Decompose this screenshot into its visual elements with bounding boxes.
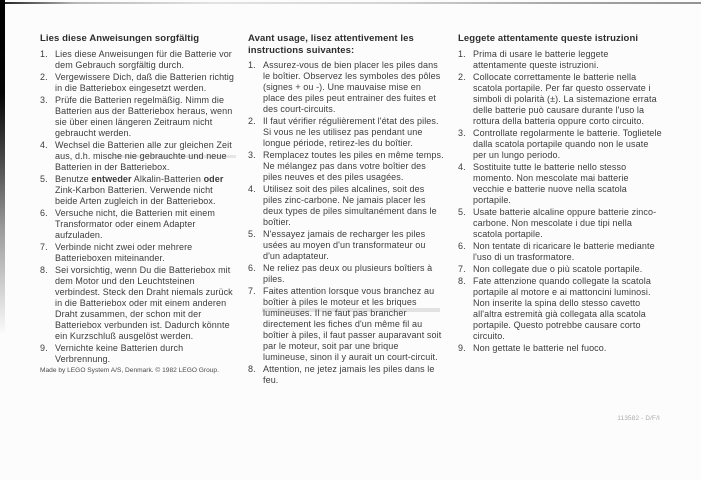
instruction-item — [248, 263, 444, 285]
instruction-item — [458, 49, 662, 71]
item-number: 1. — [248, 60, 256, 70]
item-number: 3. — [40, 94, 48, 105]
item-text: Usate batterie alcaline oppure batterie zinco-carbone. Non mescolate i due tipi nella scatola portapile. — [473, 206, 657, 239]
item-number: 2. — [40, 71, 48, 82]
column-heading-italian: Leggete attentamente queste istruzioni — [458, 33, 639, 44]
instruction-item — [248, 116, 444, 149]
item-text: Versuche nicht, die Batterien mit einem Transformator oder einem Adapter aufzuladen. — [55, 207, 215, 240]
instruction-list-french — [248, 60, 444, 386]
instruction-item — [40, 265, 237, 342]
item-text: Faites attention lorsque vous branchez au boîtier à piles le moteur et les briques lumineuses. Il ne faut pas brancher directement les fiches d'un même fil au boîtier à piles, il faut passer auparavant soit par le moteur, soit par une brique lumineuse, sinon il y aurait un court-circuit. — [263, 286, 442, 362]
item-text: Collocate correttamente le batterie nella scatola portapile. Per far questo osservate i simboli di polarità (±). La sistemazione errata delle batterie può causare durante l'uso la rottura della batteria oppure corto circuito. — [473, 71, 657, 126]
scan-edge-left — [0, 0, 5, 335]
item-text: Sei vorsichtig, wenn Du die Batteriebox mit dem Motor und den Leuchtsteinen verbindest. Steck den Draht niemals zurück in die Batteriebox oder mit einem anderen Draht zusammen, der schon mit der Batteriebox verbunden ist. Dadurch könnte ein Kurzschluß ausgelöst werden. — [55, 264, 233, 341]
item-text: Vergewissere Dich, daß die Batterien richtig in die Batteriebox eingesetzt werden. — [55, 71, 234, 93]
item-number: 1. — [458, 48, 466, 59]
item-number: 8. — [40, 264, 48, 275]
item-text: Prima di usare le batterie leggete attentamente queste istruzioni. — [473, 48, 609, 70]
item-number: 8. — [248, 364, 256, 374]
item-number: 9. — [458, 342, 466, 353]
instruction-item — [458, 72, 662, 127]
item-text: Lies diese Anweisungen für die Batterie vor dem Gebrauch sorgfältig durch. — [55, 48, 232, 70]
column-heading-german: Lies diese Anweisungen sorgfältig — [40, 33, 200, 44]
instruction-item — [248, 364, 444, 386]
instruction-item — [458, 264, 662, 275]
item-text: Non tentate di ricaricare le batterie mediante l'uso di un trasformatore. — [473, 240, 655, 262]
item-number: 4. — [458, 161, 466, 172]
column-german — [40, 33, 237, 375]
made-by-line: Made by LEGO System A/S, Denmark. © 1982 LEGO Group. — [40, 366, 219, 374]
item-number: 7. — [248, 286, 256, 296]
instruction-item — [40, 174, 237, 207]
instruction-item — [248, 184, 444, 228]
instruction-list-german — [40, 49, 237, 365]
item-text: Non collegate due o più scatole portapile. — [473, 263, 643, 274]
item-text: Non gettate le batterie nel fuoco. — [473, 342, 607, 353]
instruction-item — [458, 162, 662, 206]
item-text: Sostituite tutte le batterie nello stesso momento. Non mescolate mai batterie vecchie e batterie nuove nella scatola portapile. — [473, 161, 629, 205]
item-number: 1. — [40, 48, 48, 59]
instruction-item — [248, 229, 444, 262]
scan-edge-top — [5, 2, 701, 4]
instruction-item — [458, 343, 662, 354]
instruction-item — [40, 49, 237, 71]
instruction-item — [458, 241, 662, 263]
item-text: Remplacez toutes les piles en même temps. Ne mélangez pas dans votre boîtier des piles neuves et des piles usagées. — [263, 150, 444, 182]
item-text: Prüfe die Batterien regelmäßig. Nimm die Batterien aus der Batteriebox heraus, wenn sie über einen längeren Zeitraum nicht gebraucht werden. — [55, 94, 233, 138]
item-text: Verbinde nicht zwei oder mehrere Batterieboxen miteinander. — [55, 241, 193, 263]
item-text: Vernichte keine Batterien durch Verbrennung. — [55, 342, 184, 364]
instruction-item — [40, 140, 237, 173]
item-text: Benutze entweder Alkalin-Batterien oder Zink-Karbon Batterien. Verwende nicht beide Arten zugleich in der Batteriebox. — [55, 173, 224, 206]
instruction-item — [40, 343, 237, 365]
instruction-item — [458, 276, 662, 342]
item-number: 7. — [40, 241, 48, 252]
instruction-item — [40, 72, 237, 94]
item-number: 4. — [40, 139, 48, 150]
item-text: Controllate regolarmente le batterie. Toglietele dalla scatola portapile quando non le usate per un lungo periodo. — [473, 127, 662, 160]
instruction-list-italian — [458, 49, 662, 354]
reference-code: 113582 - D/F/I — [617, 415, 660, 422]
item-text: Wechsel die Batterien alle zur gleichen Zeit aus, d.h. mische nie gebrauchte und neue Batterien in der Batteriebox. — [55, 139, 232, 172]
item-text: Il faut vérifier régulièrement l'état des piles. Si vous ne les utilisez pas pendant une longue période, retirez-les du boîtier. — [263, 116, 439, 148]
item-number: 5. — [40, 173, 48, 184]
item-text: Ne reliez pas deux ou plusieurs boîtiers à piles. — [263, 263, 433, 284]
item-text: Utilisez soit des piles alcalines, soit des piles zinc-carbone. Ne jamais placer les deux types de piles simultanément dans le boîtier. — [263, 184, 437, 227]
item-text: Assurez-vous de bien placer les piles dans le boîtier. Observez les symboles des pôles (signes + ou -). Une mauvaise mise en place des piles peut entrainer des fuites et des court-circuits. — [263, 60, 441, 114]
item-number: 3. — [458, 127, 466, 138]
item-number: 2. — [248, 116, 256, 126]
instruction-item — [248, 60, 444, 115]
instruction-item — [40, 242, 237, 264]
item-text: N'essayez jamais de recharger les piles usées au moyen d'un transformateur ou d'un adaptateur. — [263, 229, 426, 261]
item-number: 8. — [458, 275, 466, 286]
instruction-item — [40, 208, 237, 241]
item-number: 6. — [40, 207, 48, 218]
item-text: Fate attenzione quando collegate la scatola portapile al motore e ai mattoncini luminosi. Non inserite la spina dello stesso cavetto all'altra estremità già collegata alla scatola portapile. Questo potrebbe causare corto circuito. — [473, 275, 651, 341]
column-italian — [458, 33, 662, 355]
instruction-item — [458, 207, 662, 240]
column-french — [248, 33, 444, 387]
instruction-item — [458, 128, 662, 161]
item-number: 9. — [40, 342, 48, 353]
item-number: 4. — [248, 184, 256, 194]
instruction-item — [248, 286, 444, 363]
item-number: 5. — [458, 206, 466, 217]
item-number: 2. — [458, 71, 466, 82]
column-heading-french: Avant usage, lisez attentivement les instructions suivantes: — [248, 33, 414, 56]
item-number: 6. — [248, 263, 256, 273]
item-number: 5. — [248, 229, 256, 239]
item-number: 6. — [458, 240, 466, 251]
item-number: 3. — [248, 150, 256, 160]
item-text: Attention, ne jetez jamais les piles dans le feu. — [263, 364, 435, 385]
instruction-item — [248, 150, 444, 183]
instruction-item — [40, 95, 237, 139]
item-number: 7. — [458, 263, 466, 274]
